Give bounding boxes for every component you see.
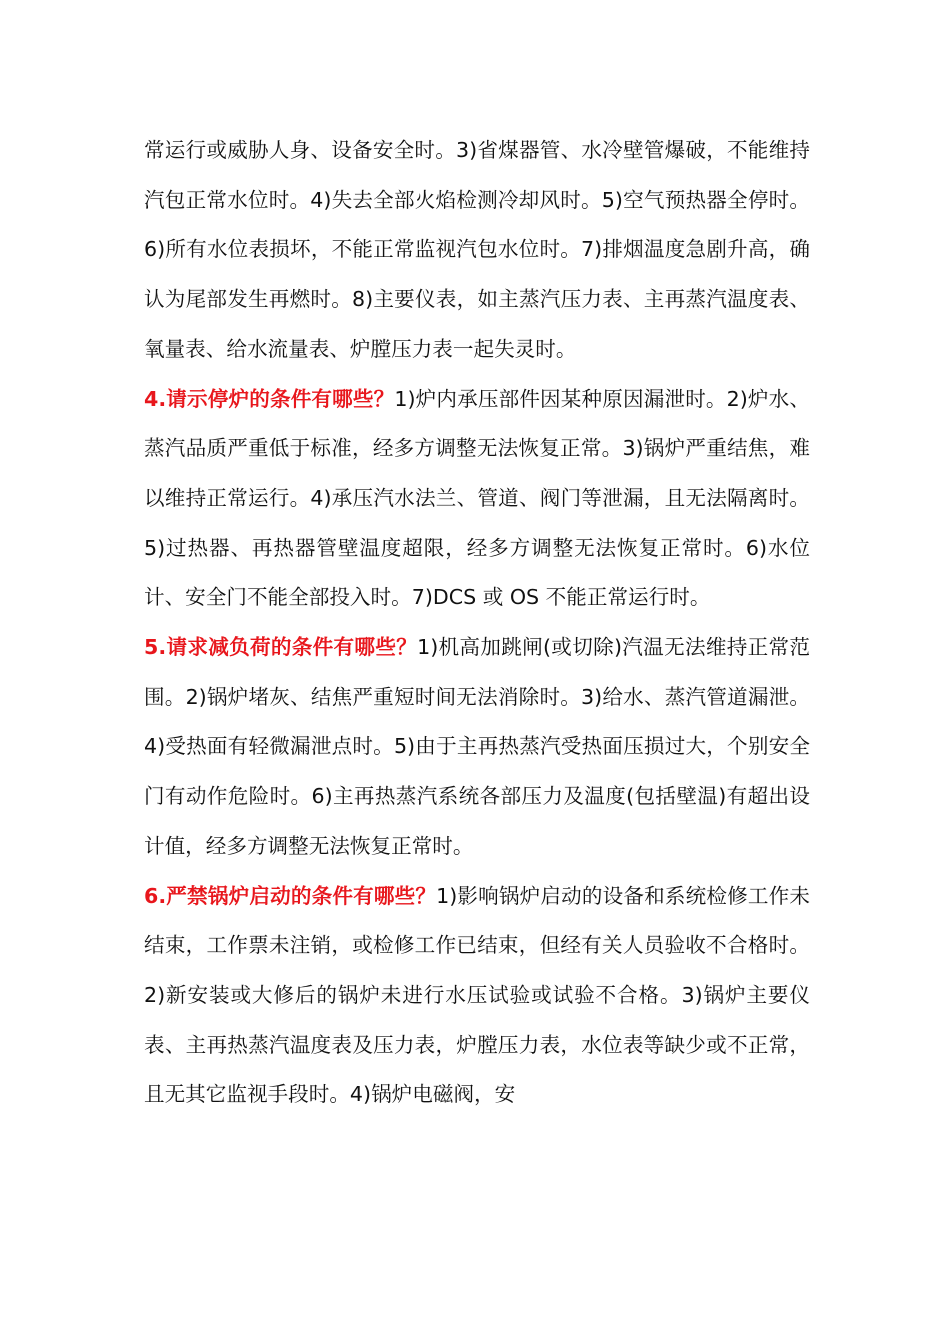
paragraph-question-6 (144, 872, 810, 1121)
question-heading: 5.请求减负荷的条件有哪些？ (144, 635, 418, 660)
paragraph-question-5 (144, 623, 810, 872)
paragraph-text: 1)炉内承压部件因某种原因漏泄时。2)炉水、蒸汽品质严重低于标准，经多方调整无法恢复正常。3)锅炉严重结焦，难以维持正常运行。4)承压汽水法兰、管道、阀门等泄漏，且无法隔离时。5)过热器、再热器管壁温度超限，经多方调整无法恢复正常时。6)水位计、安全门不能全部投入时。7)DCS 或 OS 不能正常运行时。 (144, 386, 810, 610)
paragraph-continuation (144, 126, 810, 375)
question-heading: 6.严禁锅炉启动的条件有哪些？ (144, 883, 437, 908)
paragraph-text: 1)机高加跳闸(或切除)汽温无法维持正常范围。2)锅炉堵灰、结焦严重短时间无法消除时。3)给水、蒸汽管道漏泄。4)受热面有轻微漏泄点时。5)由于主再热蒸汽受热面压损过大，个别安全门有动作危险时。6)主再热蒸汽系统各部压力及温度(包括壁温)有超出设计值，经多方调整无法恢复正常时。 (144, 635, 810, 858)
paragraph-text: 常运行或威胁人身、设备安全时。3)省煤器管、水冷壁管爆破，不能维持汽包正常水位时。4)失去全部火焰检测冷却风时。5)空气预热器全停时。6)所有水位表损坏，不能正常监视汽包水位时。7)排烟温度急剧升高，确认为尾部发生再燃时。8)主要仪表，如主蒸汽压力表、主再蒸汽温度表、氧量表、给水流量表、炉膛压力表一起失灵时。 (144, 138, 810, 361)
question-heading: 4.请示停炉的条件有哪些？ (144, 386, 395, 411)
paragraph-text: 1)影响锅炉启动的设备和系统检修工作未结束，工作票未注销，或检修工作已结束，但经有关人员验收不合格时。2)新安装或大修后的锅炉未进行水压试验或试验不合格。3)锅炉主要仪表、主再热蒸汽温度表及压力表，炉膛压力表，水位表等缺少或不正常，且无其它监视手段时。4)锅炉电磁阀，安 (144, 883, 811, 1107)
document-body (144, 126, 810, 1120)
paragraph-question-4 (144, 375, 810, 624)
